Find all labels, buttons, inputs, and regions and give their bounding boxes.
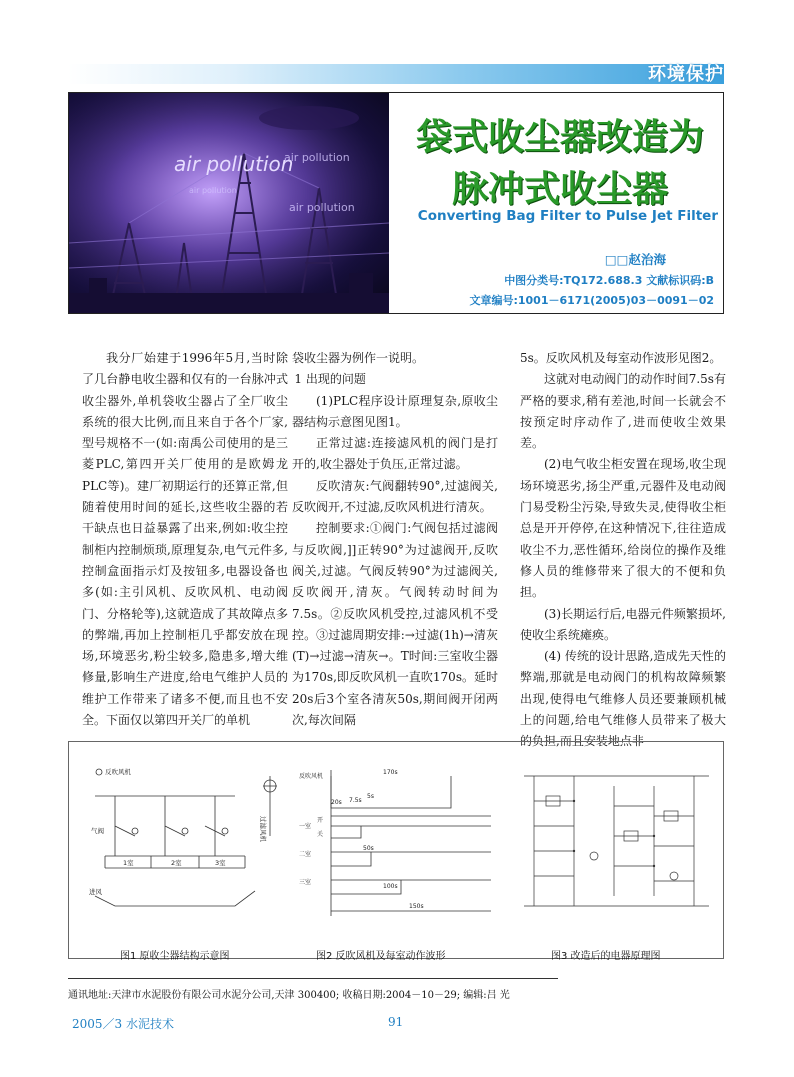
classification-number: 中图分类号:TQ172.688.3 文献标识码:B <box>504 274 714 287</box>
paragraph: 5s。反吹风机及每室动作波形见图2。 <box>520 351 722 365</box>
body-column-2 <box>292 348 498 731</box>
fig1-label-filter: 过滤风机 <box>259 816 267 842</box>
fig2-label-open: 开 <box>317 817 324 824</box>
paragraph: 袋收尘器为例作一说明。 <box>292 351 425 365</box>
fig1-label-outlet: 进风 <box>89 888 102 896</box>
paragraph: 控制要求:①阀门:气阀包括过滤阀与反吹阀,]]正转90°为过滤阀开,反吹阀关,过滤。气阀反转90°为过滤阀关,反吹阀开,清灰。气阀转动时间为7.5s。②反吹风机受控,过滤风机不受控。③过滤周期安排:→过滤(1h)→清灰(T)→过滤→清灰→。T时间:三室收尘器为170s,即反吹风机一直吹170s。延时20s后3个室各清灰50s,期间阀开闭两次,每次间隔 <box>292 521 498 728</box>
fig2-label-close: 关 <box>317 831 324 838</box>
section-label: 环境保护 <box>648 64 724 85</box>
title-line-2: 脉冲式收尘器 <box>451 169 668 210</box>
section-heading: 1 出现的问题 <box>294 372 366 387</box>
figure-panel <box>68 741 724 959</box>
fig2-label-50: 50s <box>363 845 374 852</box>
article-title <box>400 112 720 216</box>
title-line-1: 袋式收尘器改造为 <box>415 117 704 158</box>
fig2-label-fan: 反吹风机 <box>299 773 324 780</box>
hero-text-4: air pollution <box>289 201 355 214</box>
hero-text-2: air pollution <box>284 151 350 164</box>
author: □□赵治海 <box>604 252 666 267</box>
paragraph: 反吹清灰:气阀翻转90°,过滤阀关,反吹阀开,不过滤,反吹风机进行清灰。 <box>292 478 498 515</box>
footnote-address: 通讯地址:天津市水泥股份有限公司水泥分公司,天津 300400; 收稿日期:2004－10－29; 编辑:吕 光 <box>68 990 510 1001</box>
fig1-label-room1: 1室 <box>123 859 134 867</box>
paragraph: (4) 传统的设计思路,造成先天性的弊端,那就是电动阀门的机构故障频繁出现,使得电气维修人员还要兼顾机械上的问题,给电气维修人员带来了极大的负担,而且安装地点非 <box>520 649 726 749</box>
figure-2-waveform <box>291 756 501 926</box>
paragraph: 我分厂始建于1996年5月,当时除了几台静电收尘器和仅有的一台脉冲式收尘器外,单机袋收尘器占了全厂收尘系统的很大比例,而且来自于各个厂家,型号规格不一(如:南禹公司使用的是三菱PLC,第四开关厂使用的是欧姆龙PLC等)。建厂初期运行的还算正常,但随着使用时间的延长,这些收尘器的若干缺点也日益暴露了出来,例如:收尘控制柜内控制烦琐,原理复杂,电气元件多,控制盒面指示灯及按钮多,电器设备也多(如:主引风机、反吹风机、电动阀门、分格轮等),这就造成了其故障点多的弊端,再加上控制柜几乎都安放在现场,环境恶劣,粉尘较多,隐患多,增大维修量,影响生产进度,给电气维护人员的维护工作带来了诸多不便,而且也不安全。下面仅以第四开关厂的单机 <box>82 351 288 728</box>
fig2-label-170: 170s <box>383 769 398 776</box>
fig2-label-room2: 二室 <box>299 851 312 858</box>
fig1-label-room3: 3室 <box>215 859 226 867</box>
fig1-label-air: 气阀 <box>91 827 104 835</box>
body-column-3 <box>520 348 726 753</box>
page-number: 91 <box>388 1015 404 1029</box>
fig1-label-room2: 2室 <box>171 859 182 867</box>
hero-image <box>69 93 389 313</box>
fig2-label-100: 100s <box>383 883 398 890</box>
figure-1-caption: 图1 原收尘器结构示意图 <box>120 951 230 962</box>
fig2-label-5: 5s <box>367 793 374 800</box>
paragraph: (1)PLC程序设计原理复杂,原收尘器结构示意图见图1。 <box>292 393 498 429</box>
footnote-divider <box>68 978 558 979</box>
paragraph: (2)电气收尘柜安置在现场,收尘现场环境恶劣,扬尘严重,元器件及电动阀门易受粉尘污染,导致失灵,使得收尘柜总是开开停停,在这种情况下,往往造成收尘不力,恶性循环,给岗位的操作及维修人员的维修带来了很大的不便和负担。 <box>520 457 726 600</box>
paragraph: 正常过滤:连接滤风机的阀门是打开的,收尘器处于负压,正常过滤。 <box>292 436 498 472</box>
fig2-label-room3: 三室 <box>299 879 312 886</box>
paragraph: (3)长期运行后,电器元件频繁损坏,使收尘系统瘫痪。 <box>520 606 726 642</box>
fig2-label-75: 7.5s <box>349 797 362 804</box>
figure-2-caption: 图2 反吹风机及每室动作波形 <box>316 951 446 962</box>
fig2-label-room1: 一室 <box>299 823 312 830</box>
body-column-1 <box>82 348 288 731</box>
article-number: 文章编号:1001－6171(2005)03－0091－02 <box>469 294 714 307</box>
fig2-label-20: 20s <box>331 799 342 806</box>
figure-3-circuit <box>514 756 719 926</box>
fig1-label-fan: 反吹风机 <box>105 768 131 776</box>
journal-name: 2005／3 水泥技术 <box>72 1017 174 1031</box>
figure-1-diagram <box>75 756 285 926</box>
header-band <box>68 64 724 84</box>
english-title: Converting Bag Filter to Pulse Jet Filter <box>417 208 718 224</box>
figure-3-caption: 图3 改造后的电器原理图 <box>551 951 661 962</box>
pollution-photo <box>69 93 389 313</box>
paragraph: 这就对电动阀门的动作时间7.5s有严格的要求,稍有差池,时间一长就会不按预定时序动作了,进而使收尘效果差。 <box>520 372 726 451</box>
hero-text-3: air pollution <box>189 186 237 195</box>
hero-text-main: air pollution <box>174 152 294 176</box>
fig2-label-150: 150s <box>409 903 424 910</box>
